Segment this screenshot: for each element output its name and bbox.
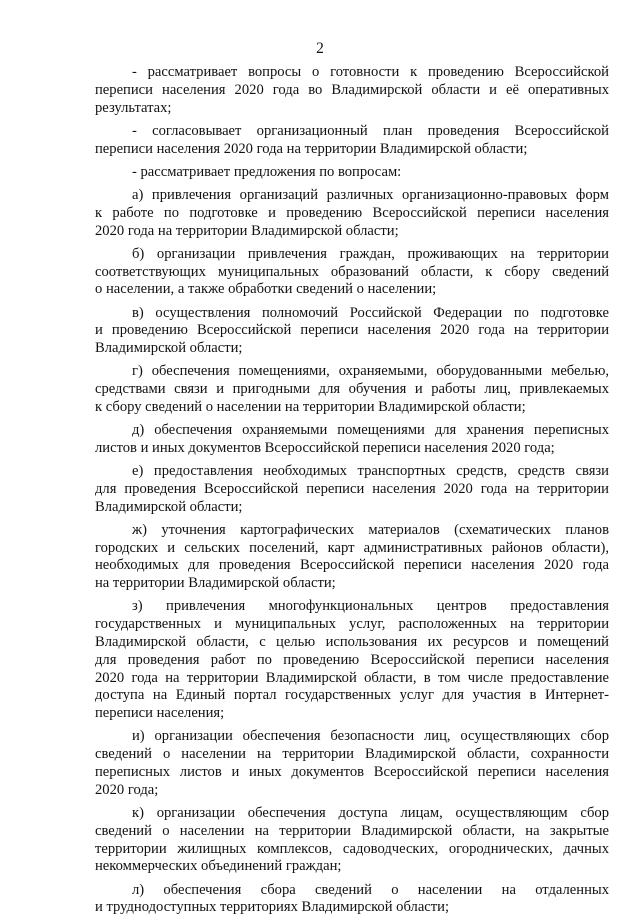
text-line: - рассматривает предложения по вопросам: [132,163,402,180]
paragraph [95,805,609,876]
text-line: и проведению Всероссийской переписи населения 2020 года на территории [95,322,609,339]
text-line: 2020 года на территории Владимирской области, в том числе предоставление [95,669,609,686]
paragraph [95,305,609,358]
text-line: на территории Владимирской области; [95,575,336,592]
text-line: государственных и муниципальных услуг, расположенных на территории [95,616,609,633]
text-line: е) предоставления необходимых транспортных средств, средств связи [132,463,609,480]
text-line: г) обеспечения помещениями, охраняемыми, оборудованными мебелью, [132,363,609,380]
text-line: к сбору сведений о населении на территории Владимирской области; [95,398,526,415]
text-line: для проведения Всероссийской переписи населения 2020 года на территории [95,480,609,497]
text-line: к) организации обеспечения доступа лицам, осуществляющим сбор [132,804,609,821]
text-line: 2020 года; [95,781,159,798]
paragraph [95,522,609,593]
text-line: территории жилищных комплексов, садоводческих, огороднических, дачных [95,840,609,857]
paragraph [95,363,609,416]
paragraph [95,422,609,458]
text-line: Владимирской области, с целью использования их ресурсов и помещений [95,634,609,651]
text-line: а) привлечения организаций различных организационно-правовых форм [132,186,609,203]
text-line: результатах; [95,99,172,116]
paragraph [95,187,609,240]
text-line: ж) уточнения картографических материалов (схематических планов [132,521,609,538]
text-line: к работе по подготовке и проведению Всероссийской переписи населения [95,204,609,221]
text-line: - согласовывает организационный план проведения Всероссийской [132,122,609,139]
text-line: - рассматривает вопросы о готовности к проведению Всероссийской [132,64,609,80]
paragraph [95,728,609,799]
text-line: и труднодоступных территориях Владимирской области; [95,899,450,916]
text-line: средствами связи и пригодными для обучения и работы лиц, привлекаемых [95,381,609,398]
text-line: Владимирской области; [95,498,243,515]
text-line: городских и сельских поселений, карт административных районов области), [95,539,609,556]
text-line: сведений о населении на территории Владимирской области, на закрытые [95,822,609,839]
text-line: соответствующих муниципальных образований области, к сбору сведений [95,263,609,280]
paragraph [95,463,609,516]
paragraph [95,598,609,723]
text-line: листов и иных документов Всероссийской переписи населения 2020 года; [95,439,555,456]
text-line: переписи населения 2020 года на территории Владимирской области; [95,140,528,157]
text-line: и) организации обеспечения безопасности лиц, осуществляющих сбор [132,728,609,745]
text-line: некоммерческих объединений граждан; [95,858,342,875]
paragraph [95,64,609,117]
text-line: з) привлечения многофункциональных центров предоставления [132,598,609,615]
text-line: д) обеспечения охраняемыми помещениями для хранения переписных [132,422,609,439]
text-line: переписи населения; [95,705,225,722]
text-line: сведений о населении на территории Владимирской области, сохранности [95,746,609,763]
text-line: л) обеспечения сбора сведений о населении на отдаленных [132,881,609,898]
text-line: в) осуществления полномочий Российской Федерации по подготовке [132,304,609,321]
document-body [95,64,609,923]
text-line: доступа на Единый портал государственных услуг для участия в Интернет- [95,687,609,704]
paragraph [95,882,609,918]
text-line: б) организации привлечения граждан, проживающих на территории [132,245,609,262]
text-line: необходимых для проведения Всероссийской переписи населения 2020 года [95,557,609,574]
text-line: 2020 года на территории Владимирской области; [95,222,399,239]
paragraph [95,164,609,182]
page-number: 2 [316,40,324,57]
paragraph [95,246,609,299]
text-line: переписных листов и иных документов Всероссийской переписи населения [95,763,609,780]
text-line: Владимирской области; [95,340,243,357]
text-line: переписи населения 2020 года во Владимирской области и её оперативных [95,81,609,98]
paragraph [95,123,609,159]
text-line: для проведения работ по проведению Всероссийской переписи населения [95,651,609,668]
text-line: о населении, а также обработки сведений о населении; [95,281,437,298]
